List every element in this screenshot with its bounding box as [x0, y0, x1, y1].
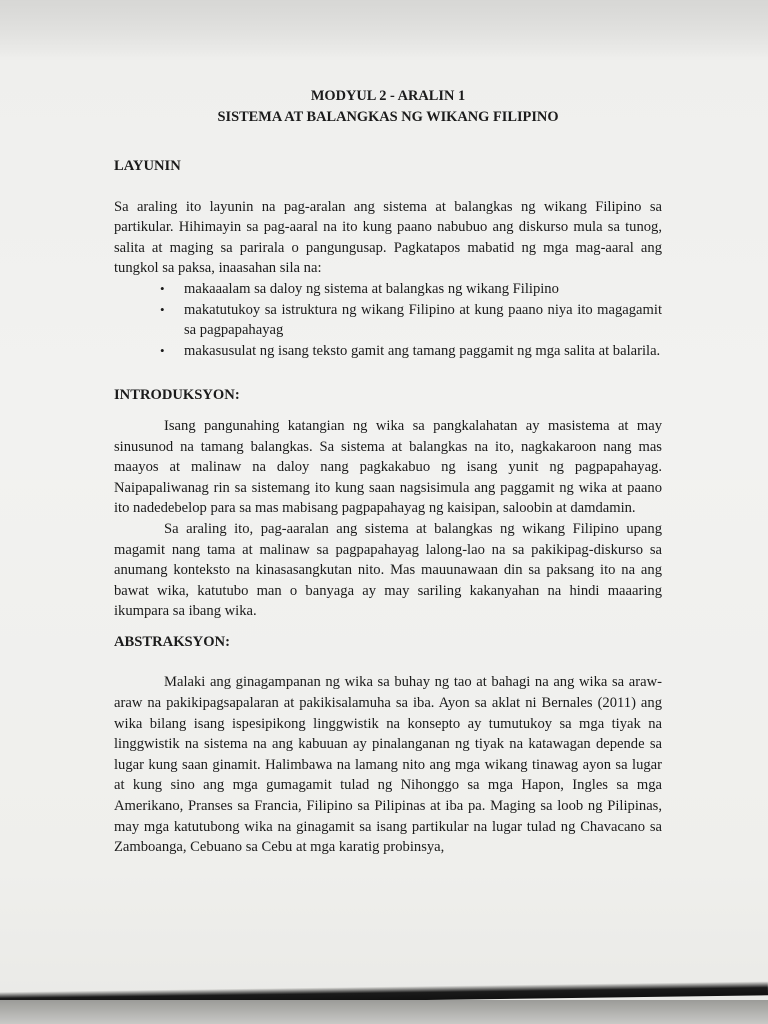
paper-shadow-top [0, 0, 768, 60]
document-body [114, 86, 662, 858]
introduksyon-paragraph-2: Sa araling ito, pag-aaralan ang sistema at balangkas ng wikang Filipino upang magamit nang tama at malinaw sa pagpapahayag lalong-lao na sa pakikipag-diskurso sa anumang konteksto na kinasasangkutan nito. Mas mauunawaan din sa paksang ito na ang bawat wika, katutubo man o banyaga ay may sariling kakanyahan na hindi maaaring ikumpara sa ibang wika. [114, 520, 662, 620]
bottom-paper-strip [0, 1000, 768, 1024]
list-item [160, 279, 662, 300]
objective-text: makasusulat ng isang teksto gamit ang tamang paggamit ng mga salita at balarila. [184, 342, 661, 359]
module-title: MODYUL 2 - ARALIN 1 [310, 88, 466, 104]
list-item [160, 300, 662, 341]
bullet-icon: • [160, 301, 165, 317]
introduksyon-heading: INTRODUKSYON: [114, 387, 240, 404]
layunin-paragraph: Sa araling ito layunin na pag-aralan ang sistema at balangkas ng wikang Filipino sa partikular. Hihimayin sa pag-aaral na ito kung paano nabubuo ang diskurso mula sa tunog, salita at maging sa parirala o pangungusap. Pagkatapos mabatid ng mga mag-aaral ang tungkol sa paksa, inaasahan sila na: [114, 198, 662, 277]
bullet-icon: • [160, 280, 165, 296]
abstraksyon-heading: ABSTRAKSYON: [114, 633, 230, 650]
objectives-list [114, 279, 662, 361]
objective-text: makatutukoy sa istruktura ng wikang Filipino at kung paano niya ito magagamit sa pagpapahayag [184, 301, 662, 339]
layunin-heading: LAYUNIN [114, 158, 181, 174]
objective-text: makaaalam sa daloy ng sistema at balangkas ng wikang Filipino [184, 280, 559, 297]
introduksyon-paragraph-1: Isang pangunahing katangian ng wika sa pangkalahatan ay masistema at may sinusunod na tamang balangkas. Sa sistema at balangkas na ito, nagkakaroon nang mas maayos at malinaw na daloy nang pagkakabuo ng isang yunit ng pagpapahayag. Naipapaliwanag rin sa sistemang ito kung saan nagsisimula ang paggamit ng wika at paano ito nadedebelop para sa mas mabisang pagpapahayag ng kaisipan, saloobin at damdamin. [114, 417, 662, 517]
abstraksyon-paragraph: Malaki ang ginagampanan ng wika sa buhay ng tao at bahagi na ang wika sa araw-araw na pakikipagsapalaran at pakikisalamuha sa iba. Ayon sa aklat ni Bernales (2011) ang wika bilang isang ispesipikong linggwistik na konsepto ay tumutukoy sa mga tiyak na linggwistik na sistema na ang kabuuan ay pinalanganan ng tiyak na katawagan depende sa lugar kung saan ginamit. Halimbawa na lamang nito ang mga wikang tinawag ayon sa lugar at kung sino ang mga gumagamit tulad ng Nihonggo sa mga Hapon, Ingles sa mga Amerikano, Pranses sa Francia, Filipino sa Pilipinas at iba pa. Maging sa loob ng Pilipinas, may mga katutubong wika na ginagamit sa isang partikular na lugar tulad ng Chavacano sa Zamboanga, Cebuano sa Cebu at mga karatig probinsya, [114, 674, 662, 856]
list-item [160, 341, 662, 362]
bullet-icon: • [160, 342, 165, 358]
lesson-title: SISTEMA AT BALANGKAS NG WIKANG FILIPINO [217, 109, 559, 125]
